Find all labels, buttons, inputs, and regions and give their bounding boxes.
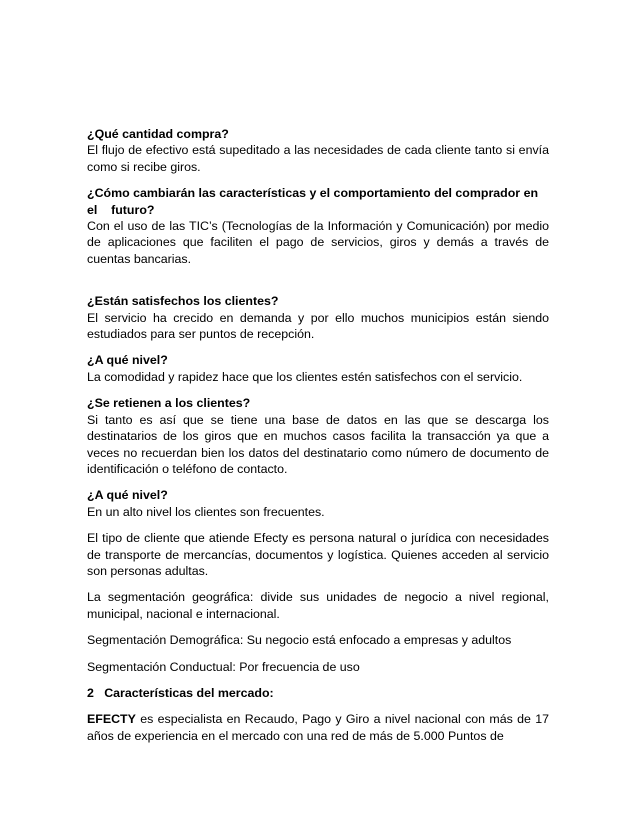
question-heading: ¿Se retienen a los clientes? bbox=[87, 396, 251, 411]
answer-text: En un alto nivel los clientes son frecuentes. bbox=[87, 504, 325, 519]
answer-text: Si tanto es así que se tiene una base de datos en las que se descarga los destinatarios de los giros que en muchos casos facilita la transacción ya que a veces no recuerdan bien los datos del destinatario como número de documento de identificación o teléfono de contacto. bbox=[87, 412, 549, 476]
efecty-text: es especialista en Recaudo, Pago y Giro a nivel nacional con más de 17 años de experiencia en el mercado con una red de más de 5.000 Puntos de bbox=[87, 712, 549, 743]
section-nivel-1 bbox=[87, 352, 549, 385]
section-futuro bbox=[87, 185, 549, 267]
answer-text: El flujo de efectivo está supeditado a las necesidades de cada cliente tanto si envía como si recibe giros. bbox=[87, 143, 549, 174]
answer-text: El servicio ha crecido en demanda y por ello muchos municipios están siendo estudiados para ser puntos de recepción. bbox=[87, 310, 549, 342]
paragraph-tipo-cliente: El tipo de cliente que atiende Efecty es persona natural o jurídica con necesidades de transporte de mercancías, documentos y logística. Quienes acceden al servicio son personas adultas. bbox=[87, 531, 549, 578]
document-page bbox=[87, 126, 549, 744]
question-heading: ¿Están satisfechos los clientes? bbox=[87, 294, 279, 309]
section-nivel-2 bbox=[87, 487, 549, 520]
section-title: 2 Características del mercado: bbox=[87, 685, 274, 700]
paragraph-segmentacion-geografica: La segmentación geográfica: divide sus unidades de negocio a nivel regional, municipal, nacional e internacional. bbox=[87, 590, 549, 621]
question-heading: ¿A qué nivel? bbox=[87, 353, 168, 368]
paragraph-segmentacion-conductual: Segmentación Conductual: Por frecuencia de uso bbox=[87, 659, 360, 674]
paragraph-efecty bbox=[87, 711, 549, 744]
section-cantidad bbox=[87, 126, 549, 175]
question-heading: ¿A qué nivel? bbox=[87, 488, 168, 503]
efecty-lead: EFECTY bbox=[87, 712, 136, 727]
question-heading: ¿Cómo cambiarán las características y el comportamiento del comprador en el futuro? bbox=[87, 186, 542, 217]
paragraph-segmentacion-demografica: Segmentación Demográfica: Su negocio está enfocado a empresas y adultos bbox=[87, 633, 512, 648]
section-retienen bbox=[87, 395, 549, 477]
answer-text: La comodidad y rapidez hace que los clientes estén satisfechos con el servicio. bbox=[87, 369, 523, 384]
section-satisfechos bbox=[87, 293, 549, 342]
answer-text: Con el uso de las TIC’s (Tecnologías de la Información y Comunicación) por medio de aplicaciones que faciliten el pago de servicios, giros y demás a través de cuentas bancarias. bbox=[87, 219, 549, 266]
question-heading: ¿Qué cantidad compra? bbox=[87, 127, 229, 141]
